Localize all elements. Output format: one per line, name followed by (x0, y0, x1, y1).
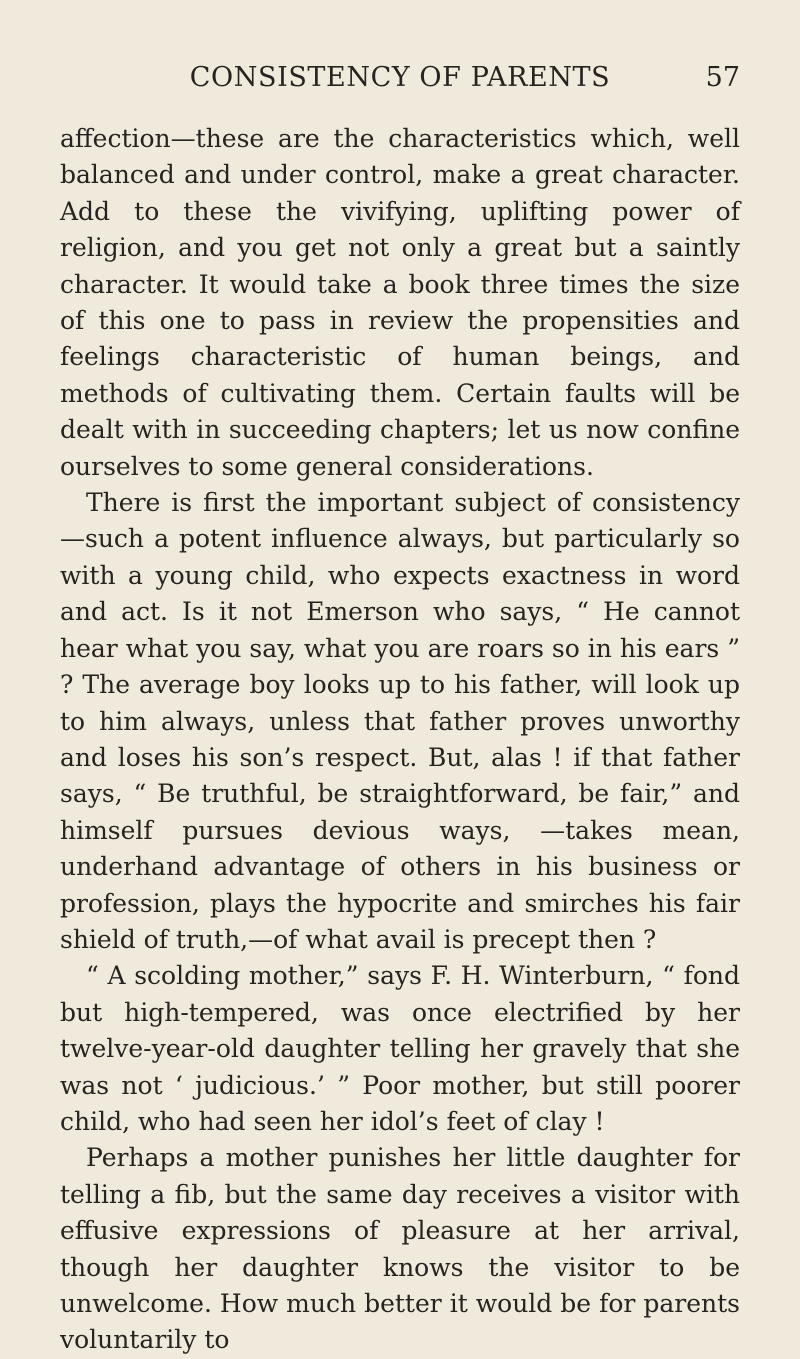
body-text (60, 121, 740, 1359)
paragraph-2: There is first the important subject of consistency—such a potent influence always, but particularly so with a young child, who expects exactness in word and act. Is it not Emerson who says, “ He cannot hear what you say, what you are roars so in his ears ” ? The average boy looks up to his father, will look up to him always, unless that father proves unworthy and loses his son’s respect. But, alas ! if that father says, “ Be truthful, be straightforward, be fair,” and himself pursues devious ways, —takes mean, underhand advantage of others in his business or profession, plays the hypocrite and smirches his fair shield of truth,—of what avail is precept then ? (60, 488, 740, 954)
page-number: 57 (705, 62, 740, 93)
paragraph-3: “ A scolding mother,” says F. H. Winterburn, “ fond but high-tempered, was once electrified by her twelve-year-old daughter telling her gravely that she was not ‘ judicious.’ ” Poor mother, but still poorer child, who had seen her idol’s feet of clay ! (60, 961, 740, 1136)
page-header (60, 60, 740, 100)
running-head: CONSISTENCY OF PARENTS (189, 62, 611, 93)
paragraph-4: Perhaps a mother punishes her little daughter for telling a fib, but the same day receives a visitor with effusive expressions of pleasure at her arrival, though her daughter knows the visitor to be unwelcome. How much better it would be for parents voluntarily to (60, 1143, 740, 1355)
paragraph-1: affection—these are the characteristics which, well balanced and under control, make a great character. Add to these the vivifying, uplifting power of religion, and you get not only a great but a saintly character. It would take a book three times the size of this one to pass in review the propensities and feelings characteristic of human beings, and methods of cultivating them. Certain faults will be dealt with in succeeding chapters; let us now confine ourselves to some general considerations. (60, 124, 740, 481)
